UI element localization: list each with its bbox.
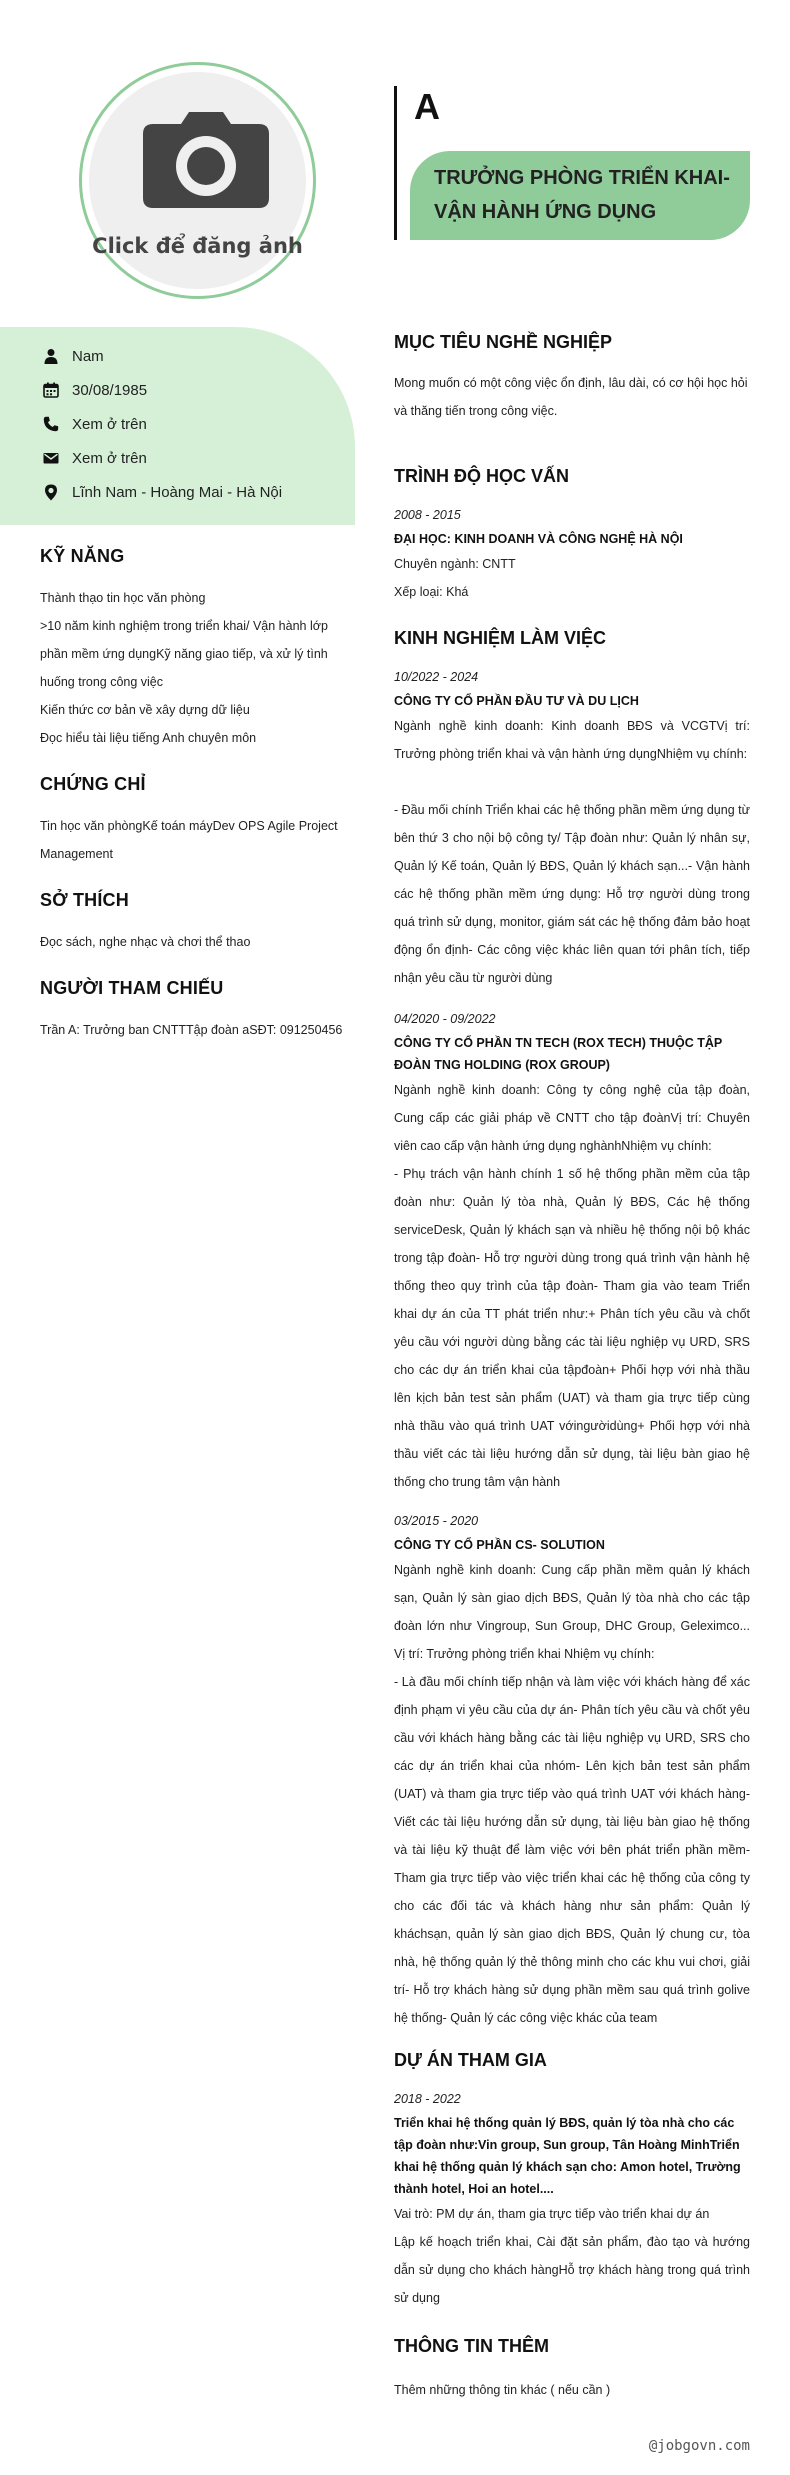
- references-text: Trần A: Trưởng ban CNTTTập đoàn aSĐT: 091250456: [40, 1023, 343, 1037]
- address-value: Lĩnh Nam - Hoàng Mai - Hà Nội: [72, 483, 283, 501]
- job-duties: - Phụ trách vận hành chính 1 số hệ thống phần mềm của tập đoàn như: Quản lý tòa nhà, Quản lý BĐS, Các hệ thống serviceDesk, Quản lý khách sạn và nhiều hệ thống nội bộ khác trong tập đoàn- Hỗ trợ người dùng trong quá trình vận hành hệ thống theo quy trình của tập đoàn- Tham gia vào team Triển khai dự án của TT phát triển như:+ Phân tích yêu cầu và chốt yêu cầu với người dùng bằng các tài liệu nghiệp vụ URD, SRS cho các dự án triển khai của tậpđoàn+ Phối hợp với nhà thầu lên kịch bản test sản phẩm (UAT) và tham gia trực tiếp cùng nhà thầu vào quá trình UAT vớingườidùng+ Phối hợp với nhà thầu viết các tài liệu hướng dẫn sử dụng, tài liệu bàn giao hệ thống cho trung tâm vận hành: [394, 1167, 750, 1489]
- extra-text: Thêm những thông tin khác ( nếu cần ): [394, 2383, 611, 2397]
- job-description: Ngành nghề kinh doanh: Công ty công nghệ của tập đoàn, Cung cấp các giải pháp về CNTT cho tập đoànVị trí: Chuyên viên cao cấp vận hành ứng dụng nghànhNhiệm vụ chính:: [394, 1083, 750, 1153]
- person-icon: [42, 347, 60, 365]
- project-date: 2018 - 2022: [394, 2092, 461, 2106]
- avatar-placeholder[interactable]: [89, 72, 306, 289]
- skill-item: Thành thạo tin học văn phòng: [40, 591, 206, 605]
- job-company: CÔNG TY CỔ PHẦN TN TECH (ROX TECH) THUỘC TẬP ĐOÀN TNG HOLDING (ROX GROUP): [394, 1036, 723, 1072]
- education-grade: Xếp loại: Khá: [394, 585, 469, 599]
- location-pin-icon: [42, 483, 60, 501]
- info-phone: [42, 412, 147, 436]
- job-description: Ngành nghề kinh doanh: Cung cấp phần mềm quản lý khách sạn, Quản lý sàn giao dịch BĐS, Quản lý tòa nhà cho các tập đoàn lớn như Vingroup, Sun Group, DHC Group, Geleximco... Vị trí: Trưởng phòng triển khai Nhiệm vụ chính:: [394, 1563, 750, 1661]
- phone-value: Xem ở trên: [72, 415, 147, 433]
- job-description: Ngành nghề kinh doanh: Kinh doanh BĐS và VCGTVị trí: Trưởng phòng triển khai và vận hành ứng dụngNhiệm vụ chính:: [394, 719, 750, 761]
- job-duties: - Đầu mối chính Triển khai các hệ thống phần mềm ứng dụng từ bên thứ 3 cho nội bộ công ty/ Tập đoàn như: Quản lý nhân sự, Quản lý Kế toán, Quản lý BĐS, Quản lý khách sạn...- Vận hành các hệ thống phần mềm ứng dụng: Hỗ trợ người dùng trong quá trình sử dụng, monitor, giám sát các hệ thống đảm bảo hoạt động ổn định- Các công việc khác liên quan tới phân tích, tiếp nhận yêu cầu từ người dùng: [394, 803, 750, 985]
- job-date: 04/2020 - 09/2022: [394, 1012, 496, 1026]
- certificates-title: CHỨNG CHỈ: [40, 774, 146, 794]
- experience-title: KINH NGHIỆM LÀM VIỆC: [394, 628, 607, 648]
- project-role: Vai trò: PM dự án, tham gia trực tiếp vào triển khai dự án: [394, 2207, 710, 2221]
- birthdate-value: 30/08/1985: [72, 381, 148, 399]
- watermark: @jobgovn.com: [648, 2438, 750, 2454]
- info-birthdate: [42, 378, 147, 402]
- education-date: 2008 - 2015: [394, 508, 461, 522]
- gender-value: Nam: [72, 347, 104, 365]
- certificates-text: Tin học văn phòngKế toán máyDev OPS Agile Project Management: [40, 819, 338, 861]
- job-date: 03/2015 - 2020: [394, 1514, 479, 1528]
- education-school: ĐẠI HỌC: KINH DOANH VÀ CÔNG NGHỆ HÀ NỘI: [394, 532, 683, 546]
- email-value: Xem ở trên: [72, 449, 147, 467]
- job-title: TRƯỞNG PHÒNG TRIỂN KHAI- VẬN HÀNH ỨNG DỤNG: [434, 167, 730, 223]
- skill-item: >10 năm kinh nghiệm trong triển khai/ Vận hành lớp phần mềm ứng dụngKỹ năng giao tiếp, và xử lý tình huống trong công việc: [40, 619, 328, 689]
- education-major: Chuyên ngành: CNTT: [394, 557, 516, 571]
- hobbies-title: SỞ THÍCH: [40, 890, 129, 910]
- references-title: NGƯỜI THAM CHIẾU: [40, 978, 224, 998]
- objective-text: Mong muốn có một công việc ổn định, lâu dài, có cơ hội học hỏi và thăng tiến trong công việc.: [394, 376, 748, 418]
- job-duties: - Là đầu mối chính tiếp nhận và làm việc với khách hàng để xác định phạm vi yêu cầu của dự án- Phân tích yêu cầu và chốt yêu cầu với khách hàng bằng các tài liệu nghiệp vụ URD, SRS cho các dự án triển khai của nhóm- Lên kịch bản test sản phẩm (UAT) và tham gia trực tiếp vào quá trình UAT với khách hàng- Viết các tài liệu hướng dẫn sử dụng, tài liệu bàn giao hệ thống và tài liệu kỹ thuật để làm việc với bên phát triển phần mềm- Tham gia trực tiếp vào việc triển khai các hệ thống của công ty cho các đối tác và khách hàng như sản phẩm: Quản lý kháchsạn, quản lý sàn giao dịch BĐS, Quản lý chung cư, tòa nhà, hệ thống quản lý thẻ thông minh cho các khu vui chơi, giải trí- Hỗ trợ khách hàng sử dụng phần mềm sau quá trình golive hệ thống- Quản lý các công việc khác của team: [394, 1675, 750, 2025]
- personal-info: [0, 327, 355, 525]
- camera-icon: [141, 110, 271, 210]
- project-name: Triển khai hệ thống quản lý BĐS, quản lý tòa nhà cho các tập đoàn như:Vin group, Sun group, Tân Hoàng MinhTriển khai hệ thống quản lý khách sạn cho: Amon hotel, Trường thành hotel, Hoi an hotel....: [394, 2116, 741, 2196]
- job-company: CÔNG TY CỔ PHẦN CS- SOLUTION: [394, 1538, 605, 1552]
- info-email: [42, 446, 147, 470]
- info-address: [42, 480, 282, 504]
- skills-list: [40, 584, 350, 752]
- avatar-upload[interactable]: [79, 62, 316, 299]
- info-gender: [42, 344, 104, 368]
- extra-title: THÔNG TIN THÊM: [394, 2336, 549, 2356]
- candidate-name: A: [414, 86, 440, 127]
- project-description: Lập kế hoạch triển khai, Cài đặt sản phẩm, đào tạo và hướng dẫn sử dụng cho khách hàngHỗ trợ khách hàng trong quá trình sử dụng: [394, 2235, 750, 2305]
- header-divider: [394, 86, 397, 240]
- objective-title: MỤC TIÊU NGHỀ NGHIỆP: [394, 332, 613, 352]
- avatar-upload-label[interactable]: Click để đăng ảnh: [92, 234, 303, 258]
- skill-item: Đọc hiểu tài liệu tiếng Anh chuyên môn: [40, 731, 257, 745]
- phone-icon: [42, 415, 60, 433]
- hobbies-text: Đọc sách, nghe nhạc và chơi thể thao: [40, 935, 251, 949]
- skills-title: KỸ NĂNG: [40, 546, 125, 566]
- skill-item: Kiến thức cơ bản về xây dựng dữ liệu: [40, 703, 250, 717]
- education-title: TRÌNH ĐỘ HỌC VẤN: [394, 466, 569, 486]
- email-icon: [42, 449, 60, 467]
- job-date: 10/2022 - 2024: [394, 670, 479, 684]
- job-company: CÔNG TY CỔ PHẦN ĐẦU TƯ VÀ DU LỊCH: [394, 694, 639, 708]
- calendar-icon: [42, 381, 60, 399]
- projects-title: DỰ ÁN THAM GIA: [394, 2050, 547, 2070]
- job-title-box: [410, 151, 750, 240]
